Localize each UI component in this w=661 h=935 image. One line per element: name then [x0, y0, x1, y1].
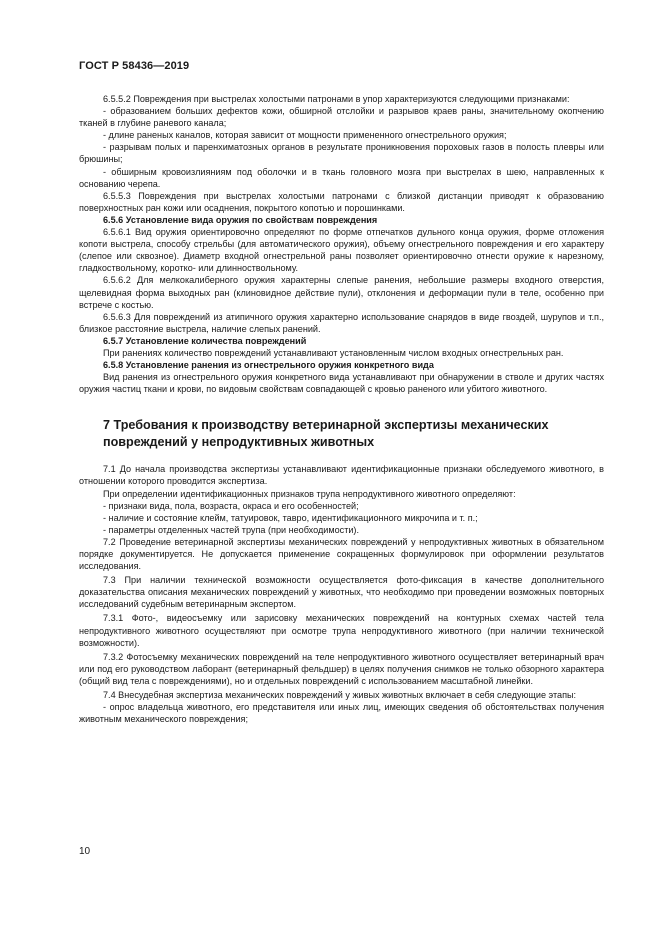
list-item: - параметры отделенных частей трупа (при необходимости).: [103, 524, 359, 535]
document-body: [79, 93, 604, 725]
paragraph: 6.5.5.2 Повреждения при выстрелах холостыми патронами в упор характеризуются следующими признаками:: [103, 94, 570, 104]
section-heading: 7 Требования к производству ветеринарной экспертизы механических повреждений у непродуктивных животных: [103, 418, 549, 449]
paragraph: 7.3.1 Фото-, видеосъемку или зарисовку механических повреждений на контурных схемах частей тела непродуктивного животного осуществляют при осмотре трупа непродуктивного животного (при наличии технической возможности).: [79, 613, 604, 648]
paragraph: 6.5.5.3 Повреждения при выстрелах холостыми патронами с близкой дистанции приводят к образованию поверхностных ран кожи или осаднения, покрытого копотью и порошинками.: [79, 190, 604, 213]
list-item: - разрывам полых и паренхиматозных органов в результате проникновения пороховых газов в полость плевры или брюшины;: [79, 142, 604, 165]
paragraph: 7.2 Проведение ветеринарной экспертизы механических повреждений у непродуктивных животных в обязательном порядке документируется. Не допускается применение сокращенных формулировок при оформлении результатов исследования.: [79, 536, 604, 572]
list-item: - длине раненых каналов, которая зависит от мощности примененного огнестрельного оружия;: [103, 130, 507, 141]
paragraph: 6.5.6.1 Вид оружия ориентировочно определяют по форме отпечатков дульного конца оружия, форме отложения копоти выстрела, способу стрельбы (для автоматического оружия), объему огнестрельного повреждения и его характеру (слепое или сквозное). Диаметр входной огнестрельной раны позволяет ориентировочно отнести оружие к нарезному, гладкоствольному, коротко- или длинноствольному.: [79, 227, 604, 274]
paragraph: 6.5.6.3 Для повреждений из атипичного оружия характерно использование снарядов в виде гвоздей, шурупов и т.п., близкое расстояние выстрела, наличие слепых ранений.: [79, 311, 604, 334]
paragraph: 7.4 Внесудебная экспертиза механических повреждений у живых животных включает в себя следующие этапы:: [103, 690, 577, 701]
paragraph: 7.1 До начала производства экспертизы устанавливают идентификационные признаки обследуемого животного, в отношении которого проводится экспертиза.: [79, 464, 604, 487]
list-item: - признаки вида, пола, возраста, окраса и его особенностей;: [103, 500, 359, 511]
subsection-heading: 6.5.7 Установление количества повреждений: [103, 335, 307, 346]
paragraph: Вид ранения из огнестрельного оружия конкретного вида устанавливают при обнаружении в стволе и других частях оружия частиц ткани и крови, по видовым свойствам совпадающей с кровью раненого или убитого животного.: [79, 372, 604, 395]
list-item: - обширным кровоизлияниям под оболочки и в ткань головного мозга при выстрелах в шею, направленных к основанию черепа.: [79, 166, 604, 189]
paragraph: 6.5.6.2 Для мелкокалиберного оружия характерны слепые ранения, небольшие размеры входного отверстия, щелевидная форма выходных ран (клиновидное действие пули), отклонения и деформации пули в теле, особенно при встрече с костью.: [79, 275, 604, 310]
paragraph: При определении идентификационных признаков трупа непродуктивного животного определяют:: [103, 488, 516, 499]
document-header: ГОСТ Р 58436—2019: [79, 60, 190, 72]
paragraph: При ранениях количество повреждений устанавливают установленным числом входных огнестрельных ран.: [103, 347, 564, 358]
list-item: - образованием больших дефектов кожи, обширной отслойки и разрывов краев раны, значительному окопчению тканей в глубине раневого канала;: [79, 106, 604, 129]
list-item: - опрос владельца животного, его представителя или иных лиц, имеющих сведения об обстоятельствах получения животным механического повреждения;: [79, 702, 604, 725]
paragraph: 7.3 При наличии технической возможности осуществляется фото-фиксация в качестве дополнительного доказательства описания механических повреждений у животных, что необходимо при проведении возможных повторных исследований судебным ветеринарным экспертом.: [79, 575, 604, 610]
list-item: - наличие и состояние клейм, татуировок, тавро, идентификационного микрочипа и т. п.;: [103, 512, 478, 523]
subsection-heading: 6.5.6 Установление вида оружия по свойствам повреждения: [103, 214, 378, 225]
paragraph: 7.3.2 Фотосъемку механических повреждений на теле непродуктивного животного осуществляет ветеринарный врач или под его руководством лаборант (ветеринарный фельдшер) в целях получения снимков не только обзорного характера (общий вид тела с повреждениями), но и отдельных повреждений с использованием масштабной линейки.: [79, 651, 604, 686]
page-number: 10: [79, 846, 91, 857]
subsection-heading: 6.5.8 Установление ранения из огнестрельного оружия конкретного вида: [103, 360, 434, 371]
